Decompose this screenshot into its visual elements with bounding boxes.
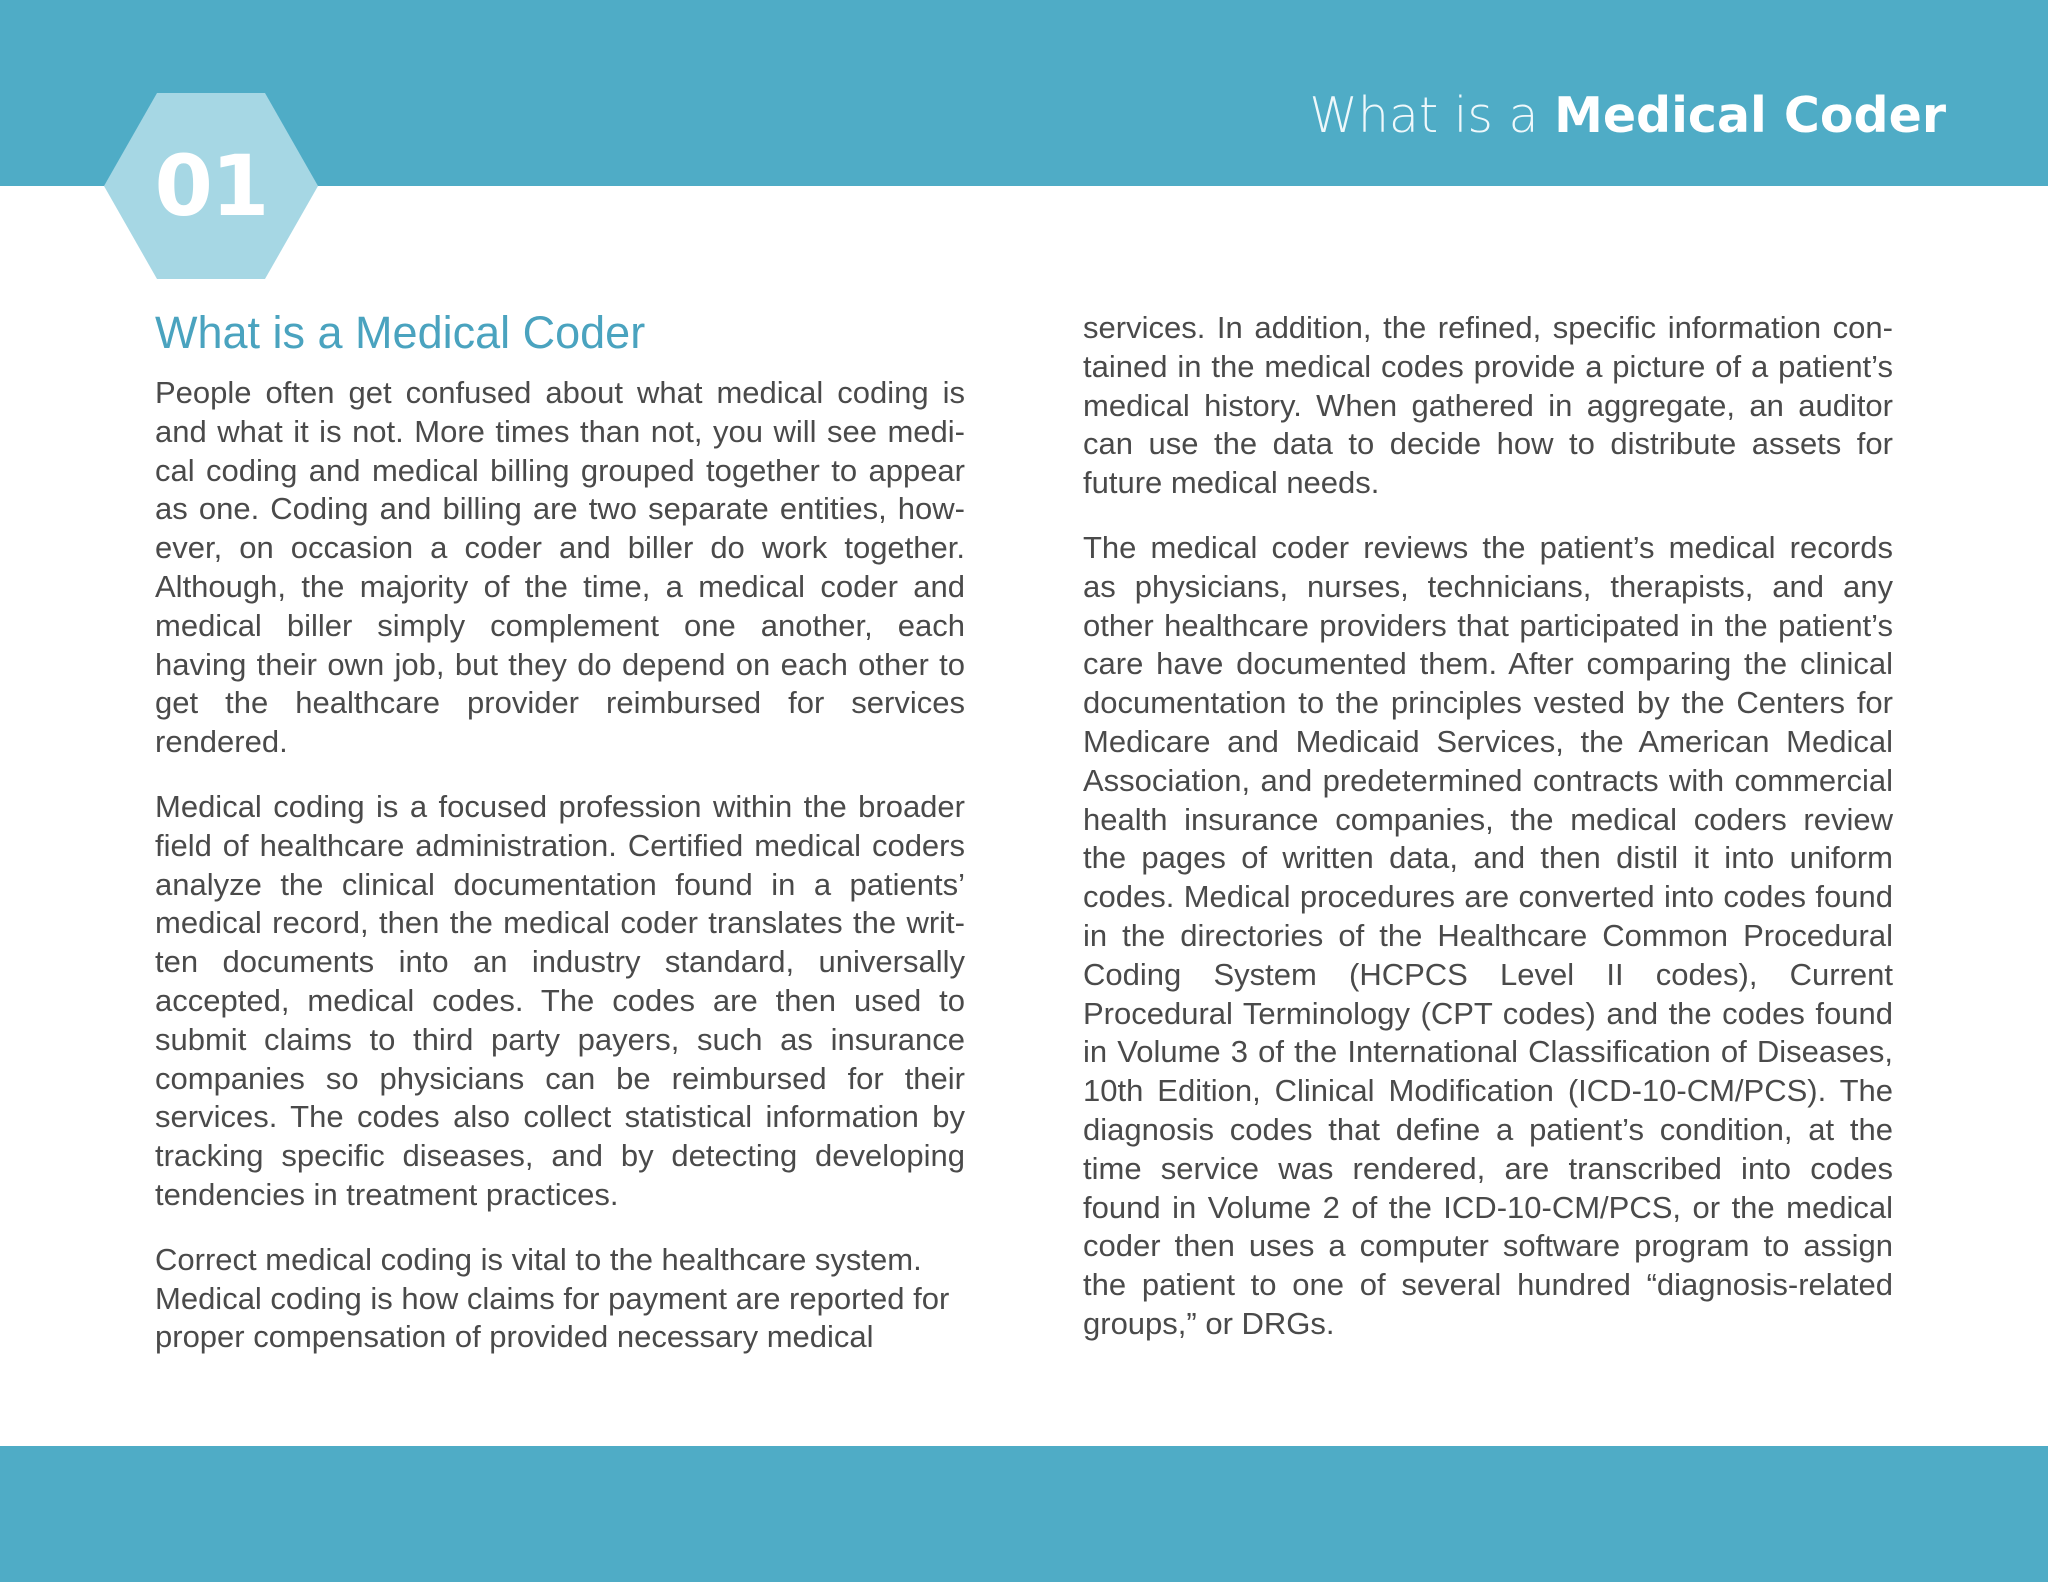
header-title-emphasis: Medical Coder bbox=[1554, 87, 1946, 144]
header-title-prefix: What is a bbox=[1309, 87, 1555, 144]
right-column bbox=[1083, 309, 1893, 1370]
chapter-number-badge bbox=[104, 93, 318, 279]
footer-band bbox=[0, 1446, 2048, 1582]
paragraph-refined-information: services. In addition, the refined, specific information contained in the medical codes provide a picture of a patient’s medical history. When gathered in aggregate, an auditor can use the data to decide how to distribute assets for future medical needs. bbox=[1083, 310, 1893, 501]
chapter-number: 01 bbox=[154, 137, 268, 235]
paragraph-correct-coding: Correct medical coding is vital to the healthcare system. Medical coding is how claims for payment are reported for proper compensation of provided necessary medical bbox=[155, 1241, 950, 1355]
paragraph-coder-reviews-records: The medical coder reviews the patient’s medical records as physicians, nurses, technicians, therapists, and any other healthcare providers that participated in the patient’s care have documented them. After comparing the clinical documentation to the principles vested by the Centers for Medicare and Medicaid Services, the American Medical Association, and predetermined contracts with commercial health insurance companies, the medical coders review the pages of written data, and then distil it into uniform codes. Medical procedures are converted into codes found in the directories of the Healthcare Common Procedural Coding System (HCPCS Level II codes), Current Procedural Terminology (CPT codes) and the codes found in Volume 3 of the International Classification of Diseases, 10th Edition, Clinical Modification (ICD-10-CM/PCS). The diagnosis codes that define a patient’s condition, at the time service was rendered, are transcribed into codes found in Volume 2 of the ICD-10-CM/PCS, or the medical coder then uses a computer software program to assign the patient to one of several hundred “diagnosis-related groups,” or DRGs. bbox=[1083, 529, 1893, 1341]
left-column bbox=[155, 305, 965, 1383]
page-header-title bbox=[1309, 86, 1946, 146]
section-title: What is a Medical Coder bbox=[155, 307, 646, 358]
paragraph-coding-vs-billing: People often get confused about what medical coding is and what it is not. More times than not, you will see medical coding and medical billing grouped together to appear as one. Coding and billing are two separate entities, however, on occasion a coder and biller do work together. Although, the majority of the time, a medical coder and medical biller simply complement one another, each having their own job, but they do depend on each other to get the healthcare provider reimbursed for services rendered. bbox=[155, 375, 965, 760]
paragraph-medical-coding-profession: Medical coding is a focused profession within the broader field of healthcare administration. Certified medical coders analyze the clinical documentation found in a patients’ medical record, then the medical coder translates the written documents into an industry standard, universally accepted, medical codes. The codes are then used to submit claims to third party payers, such as insurance companies so physicians can be reimbursed for their services. The codes also collect statistical information by tracking specific diseases, and by detecting developing tendencies in treatment practices. bbox=[155, 788, 965, 1212]
